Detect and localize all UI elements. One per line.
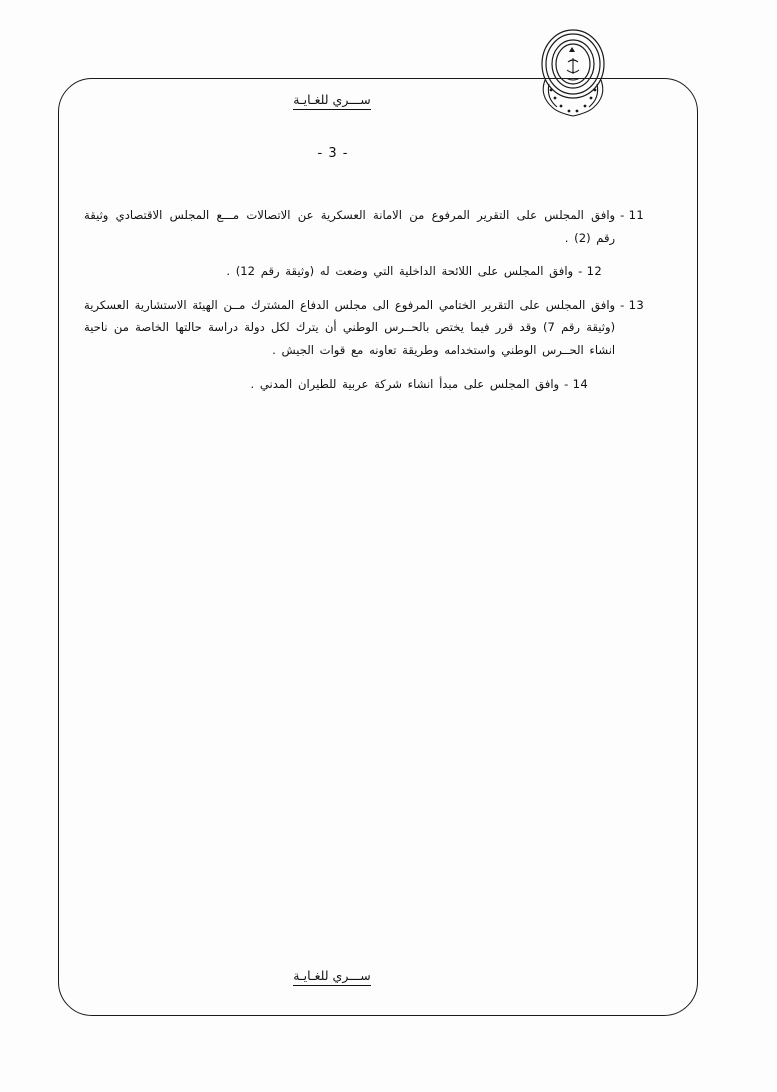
list-item <box>84 204 644 249</box>
classification-header-text: ســـري للغـايـة <box>293 92 370 110</box>
list-item-text: وافق المجلس على مبدأ انشاء شركة عربية للطيران المدني . <box>250 376 560 391</box>
list-item-text: وافق المجلس على اللائحة الداخلية التي وضعت له (وثيقة رقم 12) . <box>226 264 574 279</box>
list-item-text: وافق المجلس على التقرير الختامي المرفوع الى مجلس الدفاع المشترك مــن الهيئة الاستشارية العسكرية (وثيقة رقم 7) وقد قرر فيما يختص بالحــرس الوطني أن يترك لكل دولة دراسة حالتها الخاصة من ناحية انشاء الحــرس الوطني واستخدامه وطريقة تعاونه مع قوات الجيش . <box>84 297 616 357</box>
list-item-text: وافق المجلس على التقرير المرفوع من الامانة العسكرية عن الاتصالات مـــع المجلس الاقتصادي وثيقة رقم (2) . <box>84 208 616 245</box>
classification-header <box>232 92 432 110</box>
list-item-number: 13 - <box>620 297 644 312</box>
page-number: - 3 - <box>317 146 349 161</box>
classification-footer-text: ســـري للغـايـة <box>293 968 370 986</box>
list-item <box>84 294 644 362</box>
list-item-number: 12 - <box>578 264 602 279</box>
list-item <box>84 260 644 283</box>
list-item <box>84 373 644 396</box>
list-item-number: 14 - <box>564 376 588 391</box>
list-item-number: 11 - <box>620 208 644 222</box>
arab-league-emblem <box>525 18 621 122</box>
classification-footer <box>232 968 432 986</box>
document-body <box>84 204 644 406</box>
